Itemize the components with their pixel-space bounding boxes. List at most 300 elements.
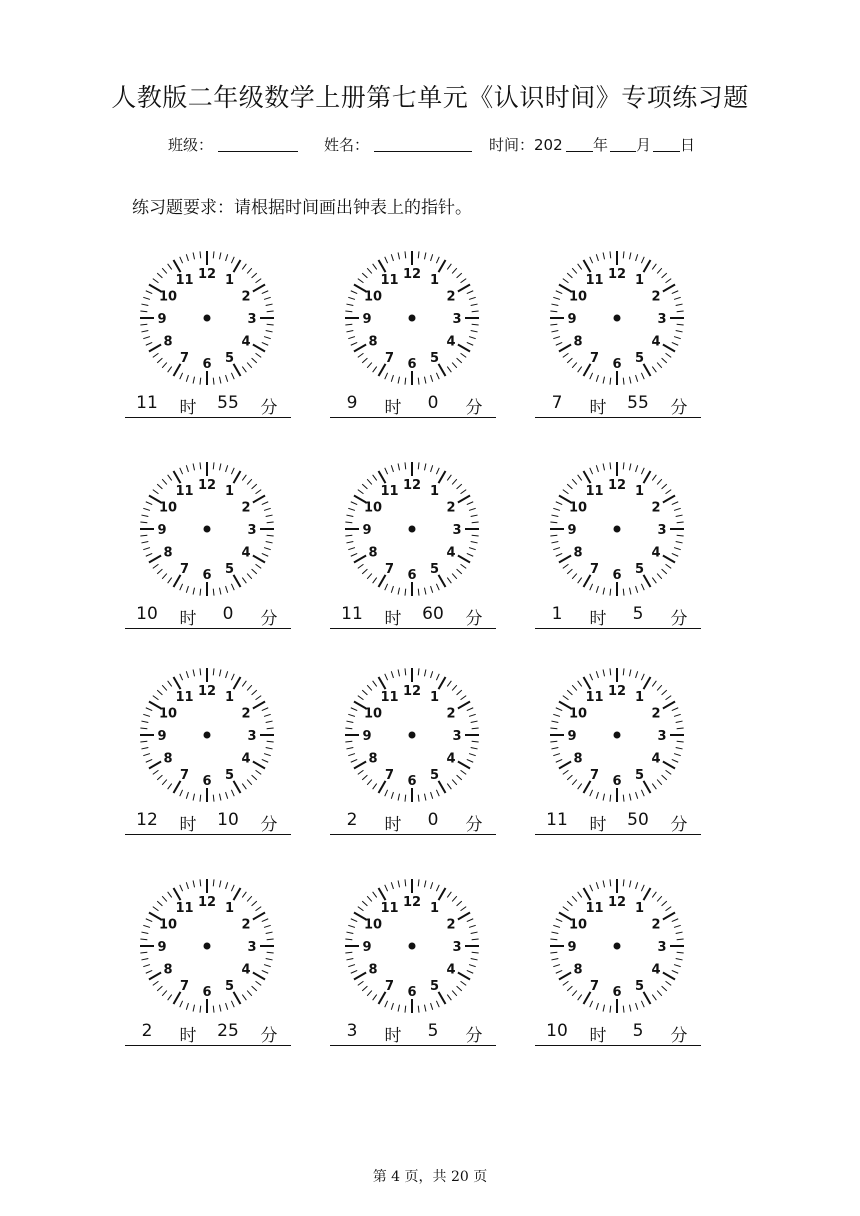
minute-tick: [385, 674, 388, 680]
hour-tick: [149, 345, 161, 352]
clock-center-dot: [409, 943, 416, 950]
minute-tick: [590, 468, 593, 474]
minute-tick: [157, 358, 162, 363]
clock-face[interactable]: [542, 454, 692, 604]
minute-tick: [266, 932, 273, 933]
clock-number: 8: [573, 962, 583, 978]
minute-tick: [424, 880, 425, 887]
minute-tick: [231, 1001, 234, 1007]
hour-tick: [458, 496, 470, 503]
hour-tick: [234, 781, 241, 793]
minute-tick: [346, 747, 353, 748]
minute-tick: [252, 273, 257, 278]
clock-number: 4: [446, 962, 456, 978]
clock-number: 7: [384, 767, 395, 783]
minute-tick: [348, 925, 355, 927]
time-label: [330, 1019, 496, 1046]
minute-tick: [405, 795, 406, 802]
minute-tick: [641, 373, 644, 379]
minute-tick: [590, 1001, 593, 1007]
minute-tick: [168, 367, 172, 373]
minute-tick: [373, 681, 377, 687]
clock-face[interactable]: [542, 243, 692, 393]
hour-tick: [584, 260, 591, 272]
minute-tick: [358, 353, 364, 357]
minute-tick: [180, 674, 183, 680]
minute-tick: [567, 775, 572, 780]
minute-tick: [252, 775, 257, 780]
minute-tick: [373, 892, 377, 898]
class-blank[interactable]: [218, 134, 298, 152]
minute-tick: [672, 708, 678, 711]
minute-tick: [657, 991, 662, 996]
minute-tick: [391, 254, 393, 261]
minute-tick: [219, 880, 220, 887]
minute-tick: [358, 490, 364, 494]
minute-tick: [231, 468, 234, 474]
minute-tick: [348, 297, 355, 299]
minute-tick: [143, 754, 150, 756]
minute-tick: [213, 668, 214, 675]
minute-tick: [556, 342, 562, 345]
minute-value: 60: [422, 604, 444, 624]
clock-number: 4: [651, 545, 661, 561]
minute-tick: [140, 952, 147, 953]
hour-tick: [458, 913, 470, 920]
minute-tick: [641, 468, 644, 474]
minute-tick: [168, 892, 172, 898]
hour-tick: [559, 556, 571, 563]
minute-tick: [551, 304, 558, 305]
minute-tick: [657, 363, 662, 368]
minute-tick: [469, 714, 476, 716]
clock-number: 2: [241, 289, 251, 305]
minute-unit: 分: [260, 398, 278, 418]
hour-tick: [174, 260, 181, 272]
minute-tick: [242, 784, 246, 790]
minute-tick: [551, 721, 558, 722]
clock-center-dot: [614, 315, 621, 322]
minute-tick: [676, 958, 683, 959]
clock-number: 4: [241, 545, 251, 561]
minute-tick: [391, 586, 393, 593]
hour-tick: [458, 762, 470, 769]
minute-tick: [143, 548, 150, 550]
minute-tick: [447, 681, 451, 687]
hour-unit: 时: [179, 609, 197, 629]
clock-number: 12: [607, 895, 627, 910]
minute-tick: [652, 784, 656, 790]
minute-value: 0: [427, 810, 439, 830]
minute-tick: [247, 479, 252, 484]
clock-number: 10: [158, 500, 178, 516]
clock-number: 10: [568, 706, 588, 722]
minute-tick: [424, 377, 425, 384]
minute-tick: [373, 367, 377, 373]
hour-value: 9: [346, 393, 358, 413]
clock-number: 6: [407, 985, 417, 1000]
clock-center-dot: [614, 732, 621, 739]
minute-tick: [641, 1001, 644, 1007]
clock-face[interactable]: [337, 243, 487, 393]
minute-tick: [231, 790, 234, 796]
minute-tick: [469, 965, 476, 967]
minute-tick: [603, 1005, 604, 1012]
clock-number: 10: [568, 500, 588, 516]
clock-number: 12: [197, 684, 217, 699]
minute-tick: [641, 885, 644, 891]
minute-tick: [146, 970, 152, 973]
minute-tick: [636, 375, 638, 382]
minute-value: 55: [627, 393, 649, 413]
minute-tick: [623, 1006, 624, 1013]
minute-tick: [461, 279, 467, 283]
minute-tick: [636, 254, 638, 261]
minute-tick: [629, 1005, 630, 1012]
clock-face[interactable]: [132, 871, 282, 1021]
exercise-cell: [535, 243, 705, 428]
minute-tick: [578, 784, 582, 790]
minute-tick: [674, 508, 681, 510]
clock-number: 7: [179, 561, 190, 577]
clock-number: 9: [567, 312, 577, 327]
minute-tick: [385, 373, 388, 379]
clock-face[interactable]: [337, 660, 487, 810]
minute-tick: [219, 794, 220, 801]
minute-tick: [572, 896, 577, 901]
minute-tick: [367, 574, 372, 579]
minute-tick: [610, 668, 611, 675]
minute-tick: [231, 584, 234, 590]
minute-tick: [418, 1006, 419, 1013]
minute-tick: [141, 932, 148, 933]
minute-tick: [629, 377, 630, 384]
minute-tick: [200, 251, 201, 258]
clock-number: 7: [589, 978, 600, 994]
minute-tick: [457, 358, 462, 363]
hour-tick: [439, 364, 446, 376]
minute-tick: [457, 901, 462, 906]
clock-number: 11: [380, 901, 399, 917]
clock-number: 12: [607, 684, 627, 699]
name-blank[interactable]: [374, 134, 472, 152]
minute-tick: [256, 907, 262, 911]
minute-tick: [467, 970, 473, 973]
clock-number: 11: [175, 273, 194, 289]
minute-tick: [677, 939, 684, 940]
minute-tick: [362, 690, 367, 695]
minute-tick: [603, 794, 604, 801]
minute-tick: [596, 671, 598, 678]
hour-tick: [663, 762, 675, 769]
minute-tick: [596, 375, 598, 382]
minute-tick: [677, 952, 684, 953]
minute-tick: [146, 502, 152, 505]
month-label: 月: [636, 136, 652, 154]
minute-tick: [351, 553, 357, 556]
clock-number: 4: [651, 334, 661, 350]
hour-tick: [584, 471, 591, 483]
minute-tick: [636, 586, 638, 593]
minute-tick: [629, 669, 630, 676]
clock-face[interactable]: [132, 660, 282, 810]
minute-tick: [141, 747, 148, 748]
minute-tick: [348, 714, 355, 716]
minute-tick: [467, 759, 473, 762]
minute-tick: [662, 273, 667, 278]
minute-tick: [267, 728, 274, 729]
hour-tick: [458, 973, 470, 980]
minute-tick: [677, 741, 684, 742]
minute-tick: [563, 907, 569, 911]
clock-face[interactable]: [132, 243, 282, 393]
minute-value: 50: [627, 810, 649, 830]
hour-value: 10: [136, 604, 158, 624]
minute-tick: [162, 363, 167, 368]
minute-tick: [140, 535, 147, 536]
clock-number: 2: [241, 706, 251, 722]
minute-tick: [180, 1001, 183, 1007]
minute-unit: 分: [465, 398, 483, 418]
clock-number: 7: [179, 767, 190, 783]
minute-tick: [345, 741, 352, 742]
minute-tick: [550, 535, 557, 536]
minute-tick: [168, 784, 172, 790]
hour-unit: 时: [589, 609, 607, 629]
minute-tick: [391, 671, 393, 678]
minute-tick: [358, 981, 364, 985]
minute-tick: [662, 901, 667, 906]
clock-number: 5: [429, 767, 440, 783]
minute-tick: [262, 919, 268, 922]
minute-tick: [677, 535, 684, 536]
minute-tick: [418, 879, 419, 886]
minute-tick: [641, 790, 644, 796]
minute-tick: [398, 669, 399, 676]
clock-center-dot: [614, 526, 621, 533]
minute-tick: [362, 484, 367, 489]
minute-tick: [143, 925, 150, 927]
minute-tick: [469, 925, 476, 927]
minute-tick: [146, 708, 152, 711]
clock-number: 5: [224, 561, 235, 577]
minute-tick: [553, 297, 560, 299]
minute-tick: [247, 685, 252, 690]
minute-tick: [652, 681, 656, 687]
minute-tick: [629, 252, 630, 259]
minute-tick: [153, 696, 159, 700]
hour-tick: [379, 260, 386, 272]
minute-tick: [641, 257, 644, 263]
minute-tick: [677, 522, 684, 523]
minute-tick: [358, 770, 364, 774]
exercise-cell: [535, 871, 705, 1056]
minute-tick: [157, 569, 162, 574]
clock-face[interactable]: [542, 871, 692, 1021]
minute-tick: [472, 522, 479, 523]
exercise-cell: [330, 454, 500, 639]
minute-tick: [674, 965, 681, 967]
hour-unit: 时: [179, 398, 197, 418]
minute-tick: [567, 484, 572, 489]
minute-tick: [556, 919, 562, 922]
minute-tick: [467, 708, 473, 711]
clock-number: 1: [429, 690, 440, 706]
clock-number: 1: [429, 273, 440, 289]
minute-tick: [596, 792, 598, 799]
minute-tick: [200, 879, 201, 886]
minute-tick: [629, 588, 630, 595]
minute-tick: [447, 784, 451, 790]
minute-tick: [567, 901, 572, 906]
minute-tick: [140, 939, 147, 940]
time-label: [535, 391, 701, 418]
minute-tick: [551, 330, 558, 331]
month-blank[interactable]: [610, 134, 636, 152]
minute-tick: [264, 925, 271, 927]
minute-unit: 分: [260, 1026, 278, 1046]
clock-face[interactable]: [132, 454, 282, 604]
minute-tick: [553, 714, 560, 716]
hour-tick: [253, 702, 265, 709]
minute-tick: [563, 279, 569, 283]
clock-number: 1: [224, 484, 235, 500]
minute-tick: [550, 324, 557, 325]
clock-number: 12: [607, 267, 627, 282]
minute-tick: [553, 965, 560, 967]
minute-tick: [346, 541, 353, 542]
minute-tick: [424, 252, 425, 259]
hour-value: 1: [551, 604, 563, 624]
clock-number: 8: [573, 334, 583, 350]
hour-tick: [458, 702, 470, 709]
minute-tick: [266, 330, 273, 331]
clock-number: 9: [362, 312, 372, 327]
minute-tick: [405, 462, 406, 469]
hour-tick: [644, 364, 651, 376]
minute-tick: [362, 901, 367, 906]
minute-tick: [162, 896, 167, 901]
clock-number: 8: [368, 334, 378, 350]
minute-tick: [556, 759, 562, 762]
minute-tick: [567, 273, 572, 278]
clock-number: 5: [224, 767, 235, 783]
clock-number: 8: [573, 545, 583, 561]
year-blank[interactable]: [566, 134, 593, 152]
minute-tick: [385, 790, 388, 796]
hour-tick: [149, 556, 161, 563]
minute-tick: [436, 584, 439, 590]
minute-tick: [471, 541, 478, 542]
minute-tick: [266, 515, 273, 516]
minute-tick: [348, 508, 355, 510]
minute-tick: [345, 324, 352, 325]
clock-number: 11: [380, 484, 399, 500]
minute-tick: [467, 291, 473, 294]
minute-tick: [447, 578, 451, 584]
clock-number: 5: [224, 350, 235, 366]
minute-tick: [157, 690, 162, 695]
minute-tick: [193, 794, 194, 801]
minute-tick: [578, 475, 582, 481]
minute-tick: [348, 337, 355, 339]
clock-number: 11: [380, 690, 399, 706]
clock-number: 10: [568, 289, 588, 305]
clock-number: 2: [651, 706, 661, 722]
clock-number: 3: [452, 940, 462, 955]
exercise-cell: [125, 871, 295, 1056]
minute-tick: [186, 465, 188, 472]
minute-tick: [424, 669, 425, 676]
hour-tick: [439, 677, 446, 689]
hour-value: 12: [136, 810, 158, 830]
year-label: 年: [593, 136, 609, 154]
minute-tick: [567, 569, 572, 574]
clock-number: 3: [657, 940, 667, 955]
minute-tick: [264, 714, 271, 716]
minute-tick: [418, 795, 419, 802]
minute-tick: [252, 690, 257, 695]
minute-tick: [157, 775, 162, 780]
clock-face[interactable]: [337, 454, 487, 604]
minute-tick: [452, 479, 457, 484]
clock-number: 4: [446, 545, 456, 561]
clock-number: 2: [651, 917, 661, 933]
clock-number: 10: [158, 917, 178, 933]
minute-tick: [398, 377, 399, 384]
minute-tick: [168, 681, 172, 687]
minute-tick: [162, 685, 167, 690]
minute-tick: [567, 986, 572, 991]
minute-tick: [662, 775, 667, 780]
minute-tick: [373, 578, 377, 584]
clock-number: 8: [573, 751, 583, 767]
minute-tick: [367, 268, 372, 273]
minute-tick: [623, 668, 624, 675]
clock-number: 4: [446, 334, 456, 350]
minute-tick: [153, 353, 159, 357]
hour-unit: 时: [384, 398, 402, 418]
minute-tick: [610, 879, 611, 886]
minute-tick: [345, 939, 352, 940]
clock-number: 8: [368, 962, 378, 978]
day-blank[interactable]: [653, 134, 680, 152]
minute-tick: [472, 324, 479, 325]
hour-tick: [439, 781, 446, 793]
minute-tick: [351, 708, 357, 711]
minute-tick: [367, 896, 372, 901]
minute-tick: [242, 475, 246, 481]
clock-face[interactable]: [337, 871, 487, 1021]
hour-tick: [663, 496, 675, 503]
hour-unit: 时: [384, 609, 402, 629]
minute-tick: [662, 484, 667, 489]
minute-tick: [141, 304, 148, 305]
minute-tick: [431, 375, 433, 382]
minute-tick: [572, 479, 577, 484]
minute-tick: [641, 584, 644, 590]
hour-tick: [439, 260, 446, 272]
minute-tick: [636, 465, 638, 472]
minute-tick: [666, 490, 672, 494]
minute-tick: [398, 252, 399, 259]
exercise-cell: [125, 243, 295, 428]
minute-tick: [467, 342, 473, 345]
minute-tick: [452, 363, 457, 368]
clock-number: 2: [241, 500, 251, 516]
hour-value: 7: [551, 393, 563, 413]
clock-face[interactable]: [542, 660, 692, 810]
